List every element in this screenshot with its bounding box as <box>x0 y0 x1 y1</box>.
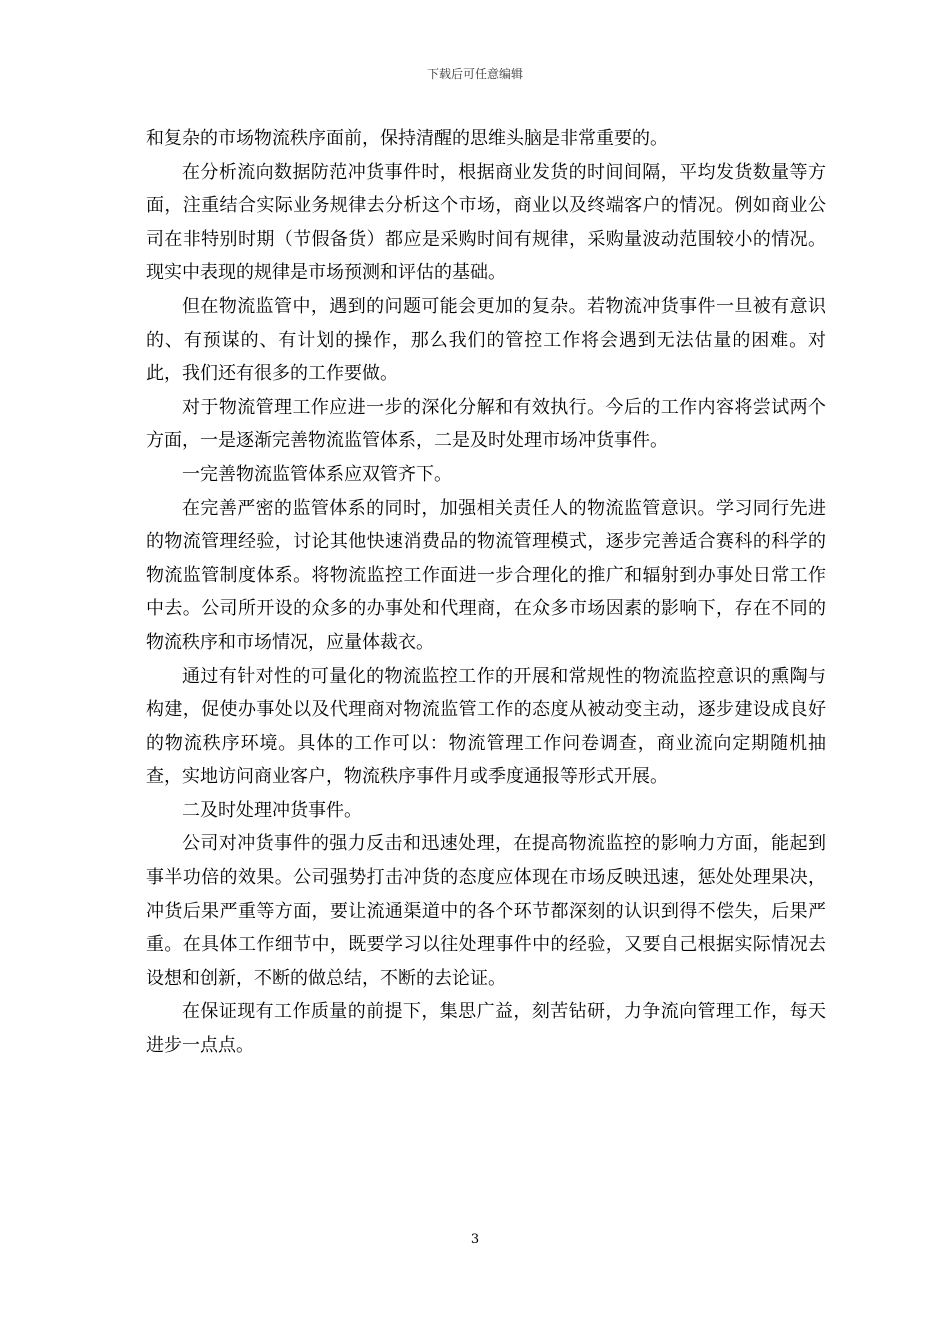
paragraph: 但在物流监管中，遇到的问题可能会更加的复杂。若物流冲货事件一旦被有意识的、有预谋的、有计划的操作，那么我们的管控工作将会遇到无法估量的困难。对此，我们还有很多的工作要做。 <box>146 295 826 385</box>
section-heading-2: 二及时处理冲货事件。 <box>182 799 362 821</box>
paragraph: 公司对冲货事件的强力反击和迅速处理，在提高物流监控的影响力方面，能起到事半功倍的效果。公司强势打击冲货的态度应体现在市场反映迅速，惩处处理果决，冲货后果严重等方面，要让流通渠道中的各个环节都深刻的认识到得不偿失，后果严重。在具体工作细节中，既要学习以往处理事件中的经验，又要自己根据实际情况去设想和创新，不断的做总结，不断的去论证。 <box>146 833 826 989</box>
section-heading-1: 一完善物流监管体系应双管齐下。 <box>182 463 452 485</box>
paragraph: 对于物流管理工作应进一步的深化分解和有效执行。今后的工作内容将尝试两个方面，一是逐渐完善物流监管体系，二是及时处理市场冲货事件。 <box>146 396 826 452</box>
paragraph-continuation: 和复杂的市场物流秩序面前，保持清醒的思维头脑是非常重要的。 <box>146 128 668 149</box>
page-header: 下载后可任意编辑 <box>426 67 523 81</box>
document-body <box>146 122 826 1063</box>
paragraph: 在分析流向数据防范冲货事件时，根据商业发货的时间间隔，平均发货数量等方面，注重结合实际业务规律去分析这个市场，商业以及终端客户的情况。例如商业公司在非特别时期（节假备货）都应是采购时间有规律，采购量波动范围较小的情况。现实中表现的规律是市场预测和评估的基础。 <box>146 161 826 284</box>
page-number: 3 <box>470 1232 480 1247</box>
paragraph: 在完善严密的监管体系的同时，加强相关责任人的物流监管意识。学习同行先进的物流管理经验，讨论其他快速消费品的物流管理模式，逐步完善适合赛科的科学的物流监管制度体系。将物流监控工作面进一步合理化的推广和辐射到办事处日常工作中去。公司所开设的众多的办事处和代理商，在众多市场因素的影响下，存在不同的物流秩序和市场情况，应量体裁衣。 <box>146 497 826 653</box>
paragraph: 通过有针对性的可量化的物流监控工作的开展和常规性的物流监控意识的熏陶与构建，促使办事处以及代理商对物流监管工作的态度从被动变主动，逐步建设成良好的物流秩序环境。具体的工作可以：物流管理工作问卷调查，商业流向定期随机抽查，实地访问商业客户，物流秩序事件月或季度通报等形式开展。 <box>146 665 826 788</box>
paragraph: 在保证现有工作质量的前提下，集思广益，刻苦钻研，力争流向管理工作，每天进步一点点。 <box>146 1001 826 1057</box>
